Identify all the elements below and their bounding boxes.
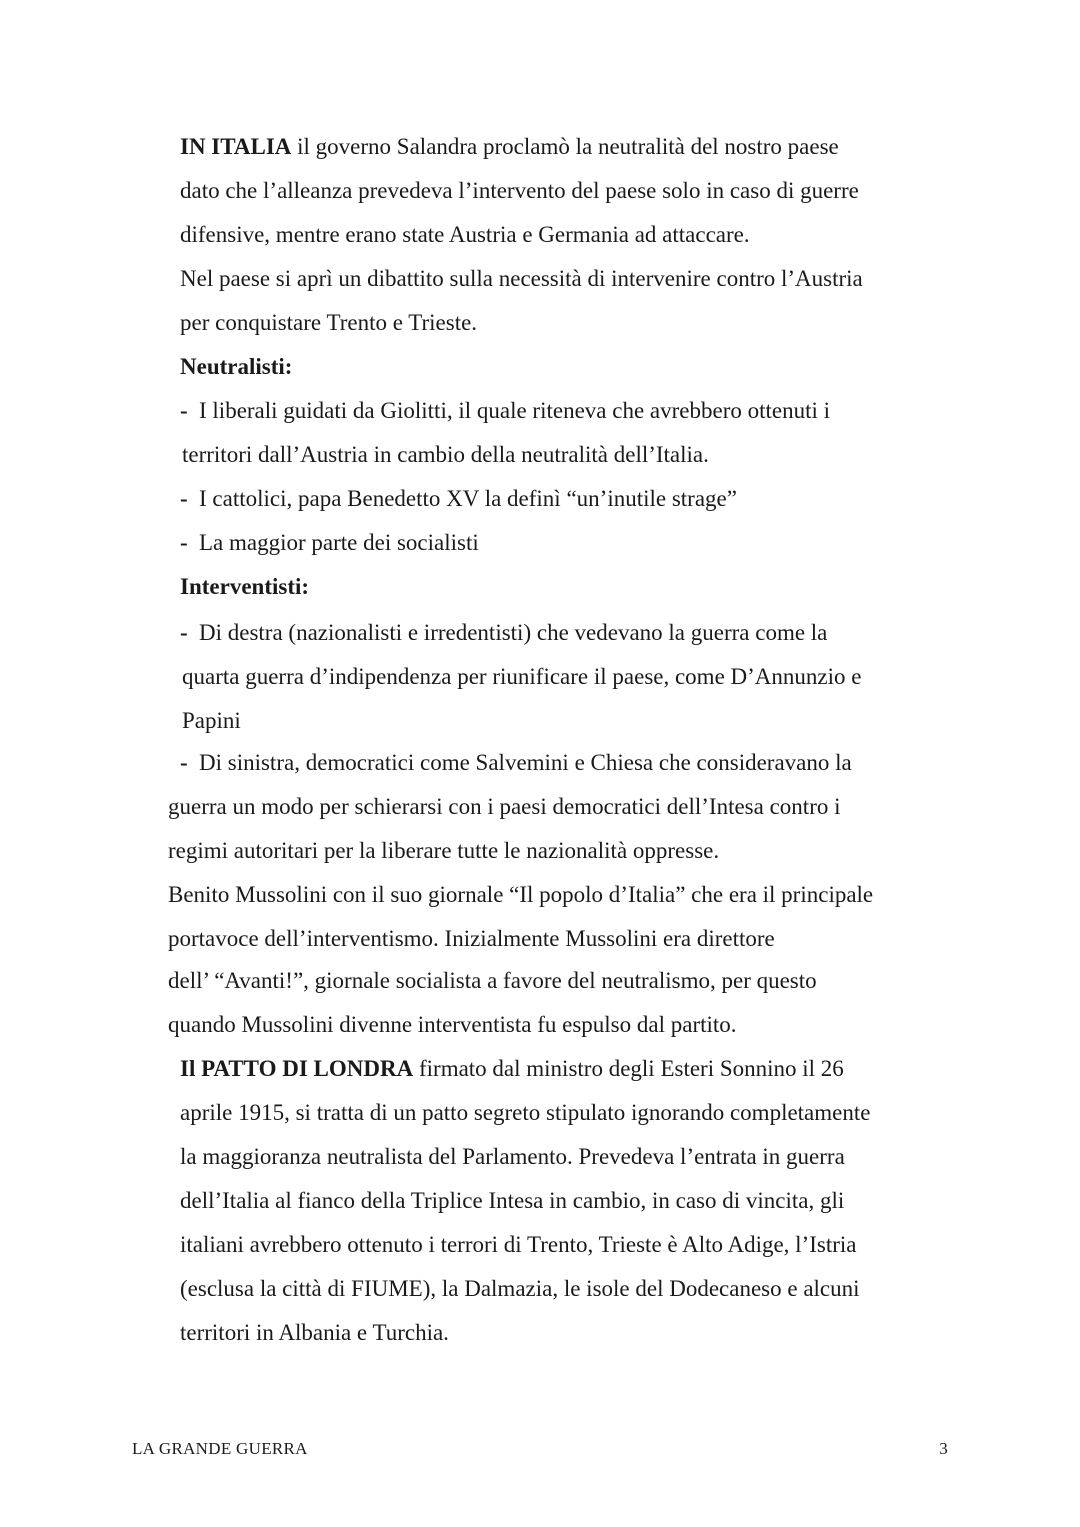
section-heading-neutralisti: Neutralisti:	[180, 354, 293, 379]
section-heading-in-italia: IN ITALIA	[180, 134, 292, 159]
list-item-continuation: territori dall’Austria in cambio della neutralità dell’Italia.	[182, 442, 709, 467]
list-item: - Di destra (nazionalisti e irredentisti) che vedevano la guerra come la	[180, 618, 827, 648]
intro-line: IN ITALIA il governo Salandra proclamò la neutralità del nostro paese	[180, 134, 839, 159]
list-item-continuation: regimi autoritari per la liberare tutte le nazionalità oppresse.	[168, 838, 720, 863]
bullet-dash: -	[180, 530, 188, 555]
intro-line: dato che l’alleanza prevedeva l’intervento del paese solo in caso di guerre	[180, 178, 859, 203]
list-item: - I cattolici, papa Benedetto XV la definì “un’inutile strage”	[180, 484, 737, 514]
patto-line: aprile 1915, si tratta di un patto segreto stipulato ignorando completamente	[180, 1100, 871, 1125]
list-item: - I liberali guidati da Giolitti, il quale riteneva che avrebbero ottenuti i	[180, 396, 830, 426]
list-item-continuation: quarta guerra d’indipendenza per riunificare il paese, come D’Annunzio e	[182, 664, 862, 689]
section-heading-interventisti: Interventisti:	[180, 574, 310, 599]
list-item-continuation: Papini	[182, 708, 241, 733]
patto-line: Il PATTO DI LONDRA firmato dal ministro degli Esteri Sonnino il 26	[180, 1056, 844, 1081]
mussolini-line: quando Mussolini divenne interventista fu espulso dal partito.	[168, 1012, 737, 1037]
list-item: - La maggior parte dei socialisti	[180, 528, 479, 558]
mussolini-line: portavoce dell’interventismo. Inizialmente Mussolini era direttore	[168, 926, 775, 951]
intro-line: Nel paese si aprì un dibattito sulla necessità di intervenire contro l’Austria	[180, 266, 863, 291]
patto-line: la maggioranza neutralista del Parlamento. Prevedeva l’entrata in guerra	[180, 1144, 845, 1169]
patto-line: (esclusa la città di FIUME), la Dalmazia, le isole del Dodecaneso e alcuni	[180, 1276, 860, 1301]
list-item: - Di sinistra, democratici come Salvemini e Chiesa che consideravano la	[180, 748, 852, 778]
bullet-dash: -	[180, 398, 188, 423]
intro-line: per conquistare Trento e Trieste.	[180, 310, 478, 335]
bullet-dash: -	[180, 486, 188, 511]
list-item-continuation: guerra un modo per schierarsi con i paesi democratici dell’Intesa contro i	[168, 794, 841, 819]
mussolini-line: Benito Mussolini con il suo giornale “Il popolo d’Italia” che era il principale	[168, 882, 874, 907]
footer-title: LA GRANDE GUERRA	[132, 1439, 308, 1458]
bullet-dash: -	[180, 620, 188, 645]
page-number: 3	[939, 1439, 948, 1458]
patto-line: italiani avrebbero ottenuto i terrori di Trento, Trieste è Alto Adige, l’Istria	[180, 1232, 857, 1257]
mussolini-line: dell’ “Avanti!”, giornale socialista a favore del neutralismo, per questo	[168, 968, 817, 993]
patto-line: dell’Italia al fianco della Triplice Intesa in cambio, in caso di vincita, gli	[180, 1188, 845, 1213]
section-heading-patto-di-londra: Il PATTO DI LONDRA	[180, 1056, 414, 1081]
patto-line: territori in Albania e Turchia.	[180, 1320, 449, 1345]
intro-line: difensive, mentre erano state Austria e Germania ad attaccare.	[180, 222, 750, 247]
bullet-dash: -	[180, 750, 188, 775]
